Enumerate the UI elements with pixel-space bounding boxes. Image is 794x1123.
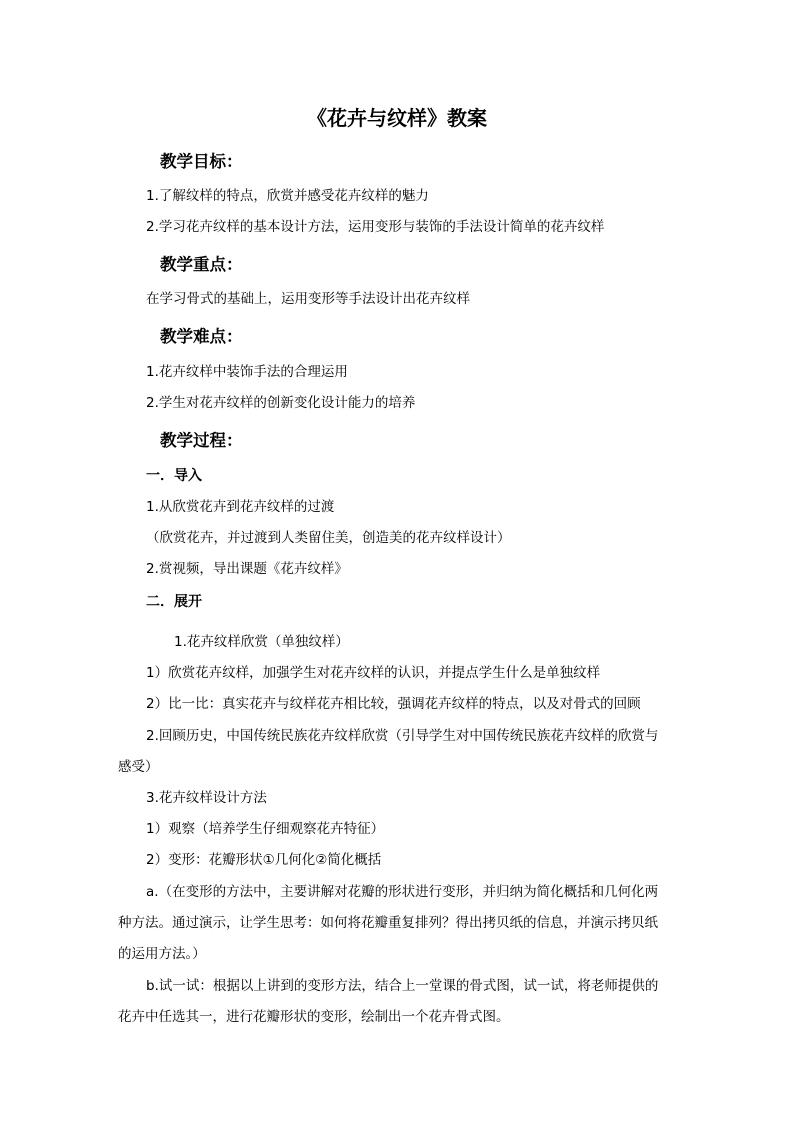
intro-heading: 一．导入	[146, 468, 202, 484]
develop-line: 感受）	[118, 759, 159, 775]
develop-line: 种方法。通过演示，让学生思考：如何将花瓣重复排列？得出拷贝纸的信息，并演示拷贝纸	[118, 915, 658, 931]
objectives-heading: 教学目标：	[160, 152, 243, 171]
intro-line: 1.从欣赏花卉到花卉纹样的过渡	[146, 499, 335, 515]
develop-line: b.试一试：根据以上讲到的变形方法，结合上一堂课的骨式图，试一试，将老师提供的	[146, 978, 659, 994]
key-points-text: 在学习骨式的基础上，运用变形等手法设计出花卉纹样	[146, 291, 470, 307]
develop-line: 1）观察（培养学生仔细观察花卉特征）	[146, 821, 385, 837]
develop-line: 2）比一比：真实花卉与纹样花卉相比较，强调花卉纹样的特点，以及对骨式的回顾	[146, 696, 641, 712]
develop-line: 花卉中任选其一，进行花瓣形状的变形，绘制出一个花卉骨式图。	[118, 1009, 510, 1025]
develop-line: 2）变形：花瓣形状①几何化②简化概括	[146, 852, 382, 868]
document-title: 《花卉与纹样》教案	[307, 106, 487, 130]
intro-line: 2.赏视频，导出课题《花卉纹样》	[146, 561, 348, 577]
difficulty-item: 2.学生对花卉纹样的创新变化设计能力的培养	[146, 395, 416, 411]
develop-line: 的运用方法。）	[118, 946, 206, 962]
difficulties-heading: 教学难点：	[160, 327, 243, 346]
intro-line: （欣赏花卉，并过渡到人类留住美，创造美的花卉纹样设计）	[146, 530, 511, 546]
develop-heading: 二．展开	[146, 594, 202, 610]
process-heading: 教学过程：	[160, 431, 243, 450]
develop-line: 1）欣赏花卉纹样，加强学生对花卉纹样的认识，并提点学生什么是单独纹样	[146, 665, 601, 681]
difficulty-item: 1.花卉纹样中装饰手法的合理运用	[146, 364, 348, 380]
develop-line: a.（在变形的方法中，主要讲解对花瓣的形状进行变形，并归纳为简化概括和几何化两	[146, 884, 659, 900]
develop-line: 2.回顾历史，中国传统民族花卉纹样欣赏（引导学生对中国传统民族花卉纹样的欣赏与	[146, 728, 659, 744]
objective-item: 2.学习花卉纹样的基本设计方法，运用变形与装饰的手法设计简单的花卉纹样	[146, 219, 605, 235]
develop-line: 3.花卉纹样设计方法	[146, 790, 267, 806]
objective-item: 1.了解纹样的特点，欣赏并感受花卉纹样的魅力	[146, 188, 429, 204]
key-points-heading: 教学重点：	[160, 255, 243, 274]
develop-line: 1.花卉纹样欣赏（单独纹样）	[174, 634, 349, 650]
